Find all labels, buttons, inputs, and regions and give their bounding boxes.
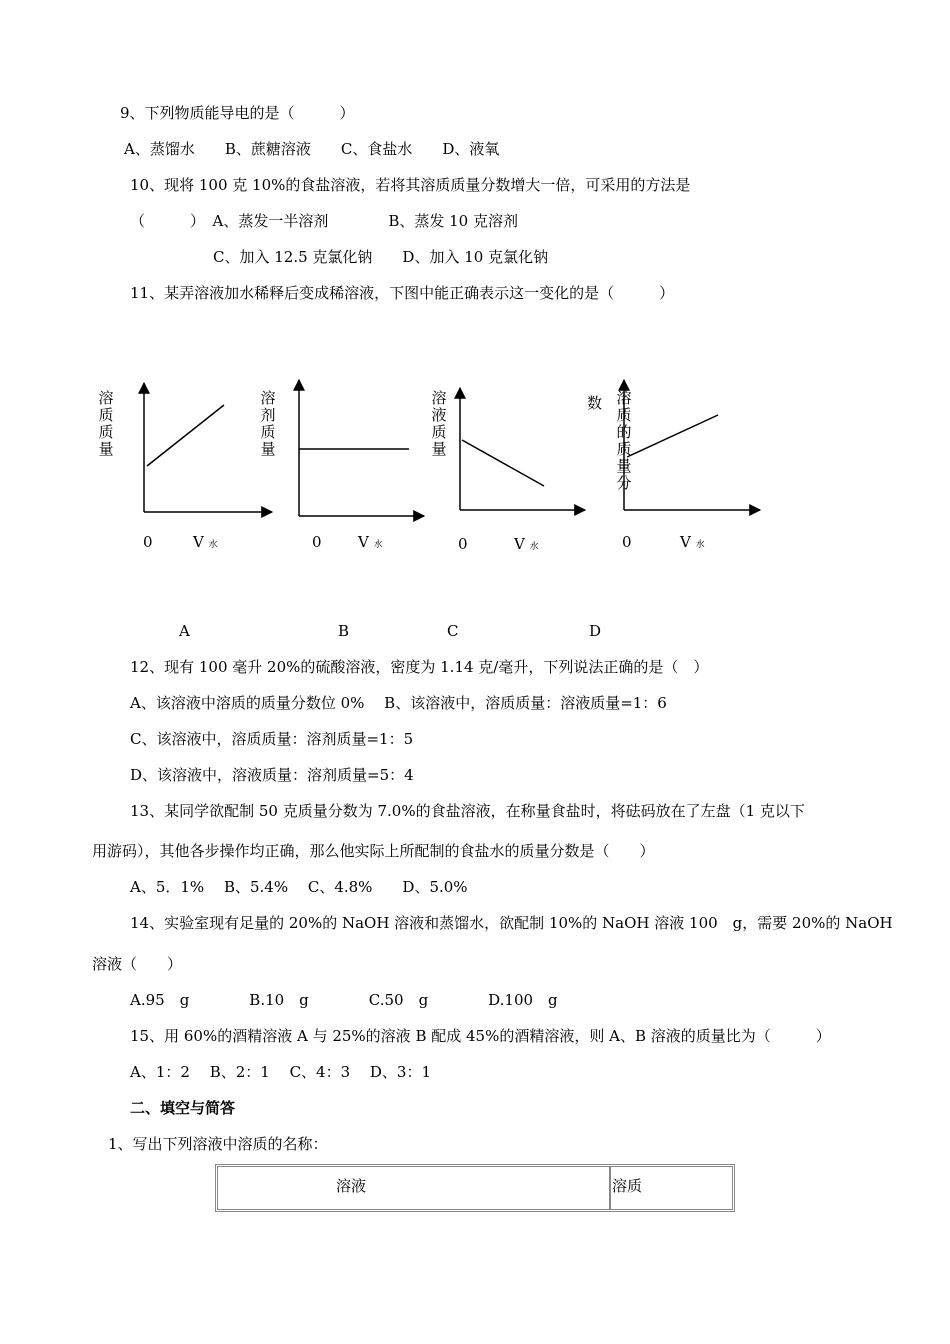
q15-options: A、1：2 B、2：1 C、4：3 D、3：1	[130, 1063, 432, 1081]
graph-b-ylabel: 溶 剂 质 量	[260, 389, 276, 458]
graph-b-caption: B	[338, 622, 350, 640]
q12-option-c: C、该溶液中，溶质质量：溶剂质量=1：5	[130, 730, 414, 748]
graph-c-ylabel: 溶 液 质 量	[431, 389, 447, 458]
graph-d-origin: 0	[622, 533, 632, 551]
graph-b	[299, 380, 424, 516]
q15-stem: 15、用 60%的酒精溶液 A 与 25%的溶液 B 配成 45%的酒精溶液，则 A、B 溶液的质量比为（ ）	[130, 1027, 831, 1045]
table-header-solute: 溶质	[612, 1177, 643, 1195]
graph-c-caption: C	[447, 622, 459, 640]
q13-options: A、5．1% B、5.4% C、4.8% D、5.0%	[130, 878, 468, 896]
graph-c-origin: 0	[458, 535, 468, 553]
q14-options: A.95 g B.10 g C.50 g D.100 g	[130, 991, 558, 1009]
graph-d-ylabel-prefix: 数	[587, 394, 603, 412]
graph-d-ylabel: 溶 质 的 质 量 分	[616, 389, 632, 492]
q9-options: A、蒸馏水 B、蔗糖溶液 C、食盐水 D、液氧	[124, 140, 500, 158]
graph-d-line	[627, 415, 718, 457]
graph-a-ylabel: 溶 质 质 量	[98, 389, 114, 458]
q9-stem: 9、下列物质能导电的是（ ）	[120, 104, 355, 122]
q14-stem-line1: 14、实验室现有足量的 20%的 NaOH 溶液和蒸馏水，欲配制 10%的 NaOH 溶液 100 g，需要 20%的 NaOH	[130, 914, 893, 932]
section-2-q1: 1、写出下列溶液中溶质的名称：	[108, 1135, 328, 1153]
q12-stem: 12、现有 100 毫升 20%的硫酸溶液，密度为 1.14 克/毫升，下列说法正确的是（ ）	[130, 658, 709, 676]
q14-stem-line2: 溶液（ ）	[92, 955, 183, 973]
graph-c-xlabel: V 水	[514, 535, 539, 553]
solute-table	[215, 1164, 735, 1212]
q12-options-ab: A、该溶液中溶质的质量分数位 0% B、该溶液中，溶质质量：溶液质量=1：6	[130, 694, 667, 712]
graph-c-line	[462, 440, 544, 486]
graph-a-origin: 0	[143, 533, 153, 551]
graph-c	[460, 388, 585, 510]
graph-a-xlabel: V 水	[193, 533, 218, 551]
q10-options-line1: （ ） A、蒸发一半溶剂 B、蒸发 10 克溶剂	[130, 212, 518, 230]
graph-a-line	[147, 405, 224, 466]
q10-options-line2: C、加入 12.5 克氯化钠 D、加入 10 克氯化钠	[213, 248, 549, 266]
graph-d-xlabel: V 水	[680, 533, 705, 551]
q13-stem-line2: 用游码），其他各步操作均正确，那么他实际上所配制的食盐水的质量分数是（ ）	[92, 842, 655, 860]
graph-b-xlabel: V 水	[358, 533, 383, 551]
graph-a-caption: A	[179, 622, 190, 640]
q11-stem: 11、某弄溶液加水稀释后变成稀溶液，下图中能正确表示这一变化的是（ ）	[130, 284, 675, 302]
graphs-figure	[0, 0, 950, 660]
graph-d	[624, 380, 760, 510]
graph-a	[144, 383, 272, 512]
section-2-title: 二、填空与简答	[130, 1099, 236, 1117]
table-header-solution: 溶液	[336, 1177, 367, 1195]
q12-option-d: D、该溶液中，溶液质量：溶剂质量=5：4	[130, 766, 414, 784]
q10-stem: 10、现将 100 克 10%的食盐溶液，若将其溶质质量分数增大一倍，可采用的方法是	[130, 176, 691, 194]
table-col-solution	[218, 1167, 611, 1209]
q13-stem-line1: 13、某同学欲配制 50 克质量分数为 7.0%的食盐溶液，在称量食盐时，将砝码放在了左盘（1 克以下	[130, 802, 805, 820]
graph-d-caption: D	[589, 622, 602, 640]
graph-b-origin: 0	[312, 533, 322, 551]
